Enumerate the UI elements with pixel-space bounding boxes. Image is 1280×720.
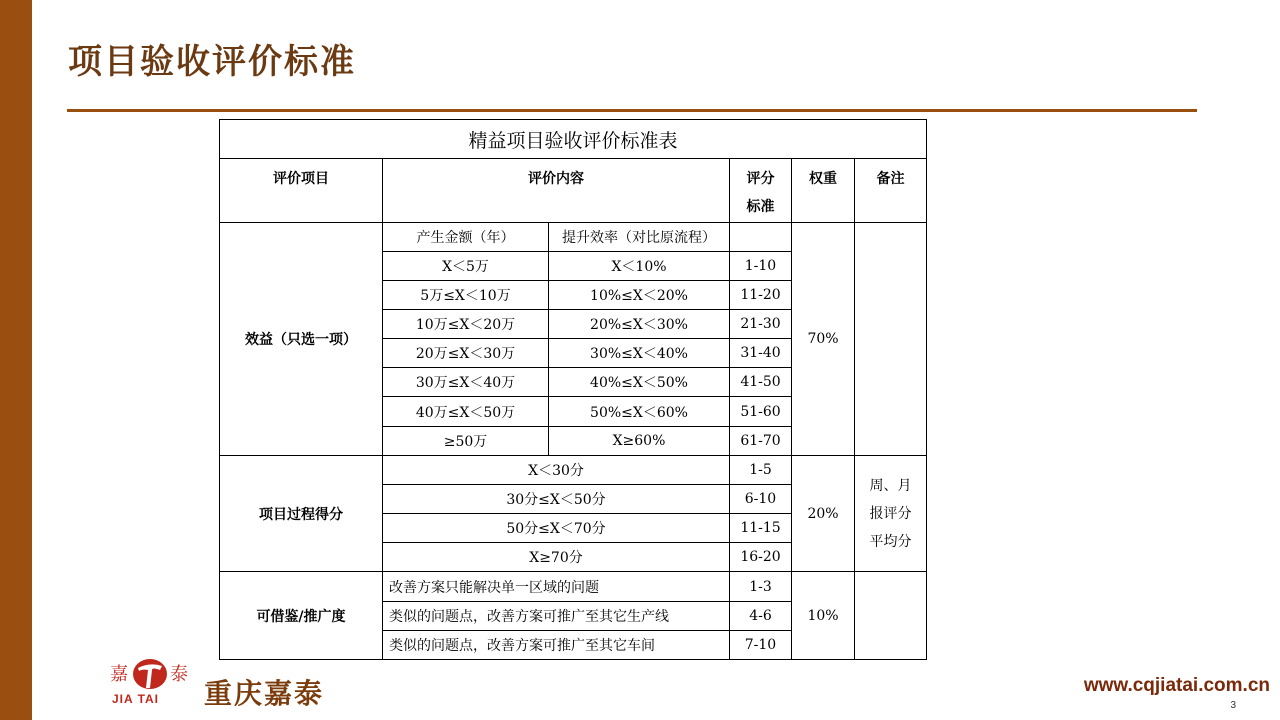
evaluation-standard-table bbox=[219, 119, 927, 660]
reference-category: 可借鉴/推广度 bbox=[220, 572, 383, 660]
logo-emblem-icon bbox=[130, 654, 170, 694]
reference-content: 改善方案只能解决单一区域的问题 bbox=[383, 572, 730, 601]
benefit-subheader-amount: 产生金额（年） bbox=[383, 222, 549, 251]
left-accent-bar bbox=[0, 0, 32, 720]
process-weight: 20% bbox=[792, 455, 855, 572]
benefit-score: 41-50 bbox=[730, 368, 792, 397]
header-remark: 备注 bbox=[855, 159, 927, 222]
process-content: 50分≤X＜70分 bbox=[383, 514, 730, 543]
reference-score: 4-6 bbox=[730, 601, 792, 630]
process-score: 11-15 bbox=[730, 514, 792, 543]
benefit-efficiency: X≥60% bbox=[549, 426, 730, 455]
benefit-score: 31-40 bbox=[730, 339, 792, 368]
process-remark bbox=[855, 455, 927, 572]
header-weight: 权重 bbox=[792, 159, 855, 222]
benefit-efficiency: X＜10% bbox=[549, 251, 730, 280]
benefit-amount: 10万≤X＜20万 bbox=[383, 310, 549, 339]
reference-content: 类似的问题点，改善方案可推广至其它生产线 bbox=[383, 601, 730, 630]
process-content: 30分≤X＜50分 bbox=[383, 484, 730, 513]
benefit-amount: 40万≤X＜50万 bbox=[383, 397, 549, 426]
benefit-amount: 30万≤X＜40万 bbox=[383, 368, 549, 397]
benefit-weight: 70% bbox=[792, 222, 855, 455]
header-score: 评分 标准 bbox=[730, 159, 792, 222]
benefit-score: 21-30 bbox=[730, 310, 792, 339]
benefit-category: 效益（只选一项） bbox=[220, 222, 383, 455]
table-row bbox=[220, 455, 927, 484]
benefit-amount: 5万≤X＜10万 bbox=[383, 280, 549, 309]
process-remark-text: 周、月报评分平均分 bbox=[869, 477, 912, 550]
benefit-subheader-score bbox=[730, 222, 792, 251]
reference-remark bbox=[855, 572, 927, 660]
benefit-score: 1-10 bbox=[730, 251, 792, 280]
benefit-remark bbox=[855, 222, 927, 455]
reference-score: 1-3 bbox=[730, 572, 792, 601]
benefit-score: 11-20 bbox=[730, 280, 792, 309]
title-divider bbox=[67, 109, 1197, 112]
reference-content: 类似的问题点，改善方案可推广至其它车间 bbox=[383, 630, 730, 659]
benefit-score: 51-60 bbox=[730, 397, 792, 426]
benefit-efficiency: 20%≤X＜30% bbox=[549, 310, 730, 339]
slide-title: 项目验收评价标准 bbox=[68, 42, 356, 82]
benefit-score: 61-70 bbox=[730, 426, 792, 455]
benefit-amount: ≥50万 bbox=[383, 426, 549, 455]
benefit-efficiency: 30%≤X＜40% bbox=[549, 339, 730, 368]
page-number: 3 bbox=[1230, 700, 1236, 711]
benefit-subheader-efficiency: 提升效率（对比原流程） bbox=[549, 222, 730, 251]
benefit-efficiency: 40%≤X＜50% bbox=[549, 368, 730, 397]
reference-weight: 10% bbox=[792, 572, 855, 660]
benefit-efficiency: 10%≤X＜20% bbox=[549, 280, 730, 309]
header-content: 评价内容 bbox=[383, 159, 730, 222]
table-row bbox=[220, 572, 927, 601]
company-logo bbox=[108, 652, 338, 712]
benefit-efficiency: 50%≤X＜60% bbox=[549, 397, 730, 426]
process-content: X≥70分 bbox=[383, 543, 730, 572]
process-category: 项目过程得分 bbox=[220, 455, 383, 572]
header-item: 评价项目 bbox=[220, 159, 383, 222]
logo-company-name: 重庆嘉泰 bbox=[204, 677, 325, 710]
process-content: X＜30分 bbox=[383, 455, 730, 484]
benefit-amount: X＜5万 bbox=[383, 251, 549, 280]
process-score: 1-5 bbox=[730, 455, 792, 484]
benefit-amount: 20万≤X＜30万 bbox=[383, 339, 549, 368]
table-caption: 精益项目验收评价标准表 bbox=[220, 120, 927, 159]
website-url: www.cqjiatai.com.cn bbox=[1083, 675, 1270, 696]
logo-mark-icon: 嘉 泰 JIA TAI bbox=[108, 652, 198, 712]
process-score: 6-10 bbox=[730, 484, 792, 513]
reference-score: 7-10 bbox=[730, 630, 792, 659]
process-score: 16-20 bbox=[730, 543, 792, 572]
